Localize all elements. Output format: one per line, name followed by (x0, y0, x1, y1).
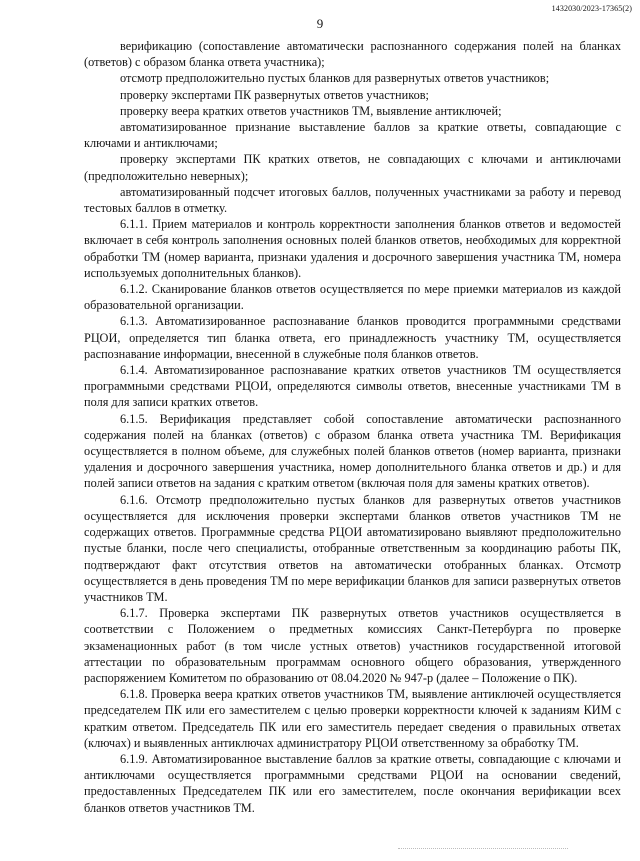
paragraph-6-1-6: 6.1.6. Отсмотр предположительно пустых бланков для развернутых ответов участников осуществляется для исключения проверки экспертами бланков ответов участников ТМ не содержащих ответов. Программные средства РЦОИ автоматизировано выявляют предположительно пустые бланки, после чего специалисты, отобранные ответственным за координацию работы ПК, подтверждают факт отсутствия ответов на автоматически отобранных бланках. Отсмотр осуществляется в день проведения ТМ по мере верификации бланков для записи развернутых ответов участников ТМ. (84, 492, 621, 604)
document-body (84, 38, 621, 816)
paragraph: автоматизированный подсчет итоговых баллов, полученных участниками за работу и перевод тестовых баллов в отметку. (84, 184, 621, 216)
paragraph: отсмотр предположительно пустых бланков для развернутых ответов участников; (120, 71, 550, 86)
paragraph-6-1-9: 6.1.9. Автоматизированное выставление баллов за краткие ответы, совпадающие с ключами и антиключами осуществляется программными средствами РЦОИ на основании сведений, предоставленных Председателем ПК или его заместителем, после окончания верификации всех бланков ответов участников ТМ. (84, 751, 621, 815)
faint-footer-mark (398, 848, 568, 855)
paragraph: проверку веера кратких ответов участников ТМ, выявление антиключей; (120, 103, 502, 118)
paragraph-6-1-3: 6.1.3. Автоматизированное распознавание бланков проводится программными средствами РЦОИ, определяется тип бланка ответа, его принадлежность участнику ТМ, осуществляется распознавание информации, внесенной в служебные поля бланков ответов. (84, 314, 621, 361)
paragraph: автоматизированное признание выставление баллов за краткие ответы, совпадающие с ключами и антиключами; (84, 120, 621, 151)
paragraph-6-1-5: 6.1.5. Верификация представляет собой сопоставление автоматически распознанного содержания полей на бланках (ответов) с образом бланка ответа участника ТМ. Верификация осуществляется в полном объеме, для служебных полей бланков ответов (номер варианта, признаки удаления и досрочного завершения участника, номер дополнительного бланка ответов и др.) и для полей записи ответов на задания с кратким ответом (включая поля для замены кратких ответов). (84, 411, 621, 491)
paragraph-6-1-4: 6.1.4. Автоматизированное распознавание кратких ответов участников ТМ осуществляется программными средствами РЦОИ, определяются символы ответов, внесенные участниками ТМ в поля для записи кратких ответов. (84, 363, 621, 410)
paragraph-6-1-1: 6.1.1. Прием материалов и контроль корректности заполнения бланков ответов и ведомостей включает в себя контроль заполнения основных полей бланков ответов, необходимых для корректной обработки ТМ (номер варианта, признаки удаления и досрочного завершения участника ТМ, номера используемых дополнительных бланков). (84, 217, 621, 280)
page-number: 9 (316, 16, 324, 31)
paragraph: проверку экспертами ПК развернутых ответов участников; (120, 87, 429, 102)
paragraph: верификацию (сопоставление автоматически распознанного содержания полей на бланках (ответов) с образом бланка ответа участника); (84, 39, 621, 70)
paragraph-6-1-2: 6.1.2. Сканирование бланков ответов осуществляется по мере приемки материалов из каждой образовательной организации. (84, 282, 621, 313)
paragraph-6-1-7: 6.1.7. Проверка экспертами ПК развернутых ответов участников осуществляется в соответствии с Положением о предметных комиссиях Санкт-Петербурга по проверке экзаменационных работ (в том числе устных ответов) участников государственной итоговой аттестации по образовательным программам основного общего образования, утвержденного распоряжением Комитетом по образованию от 08.04.2020 № 947-р (далее – Положение о ПК). (84, 606, 621, 685)
document-registration-number: 1432030/2023-17365(2) (551, 4, 632, 13)
paragraph: проверку экспертами ПК кратких ответов, не совпадающих с ключами и антиключами (предположительно неверных); (84, 152, 621, 183)
paragraph-6-1-8: 6.1.8. Проверка веера кратких ответов участников ТМ, выявление антиключей осуществляется председателем ПК или его заместителем с целью проверки корректности ключей к заданиям КИМ с кратким ответом. Председатель ПК или его заместитель передает сведения о правильных ответах (ключах) и выявленных антиключах администратору РЦОИ ответственному за обработку ТМ. (84, 687, 621, 750)
